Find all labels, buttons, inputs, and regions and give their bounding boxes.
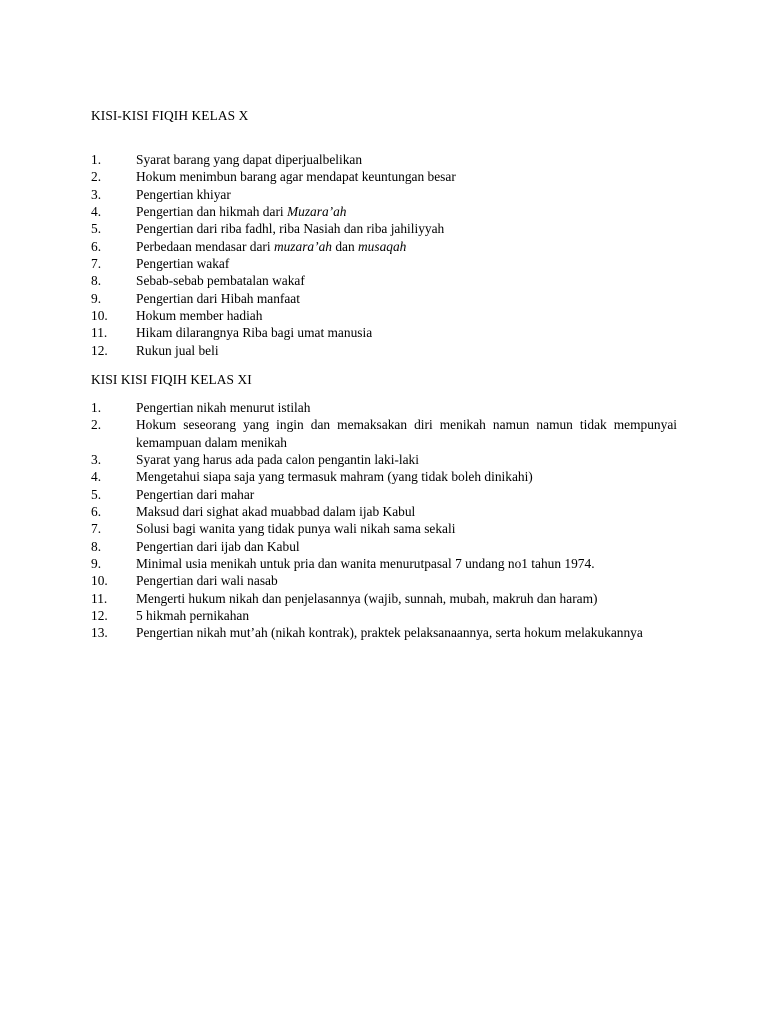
- section-x-list: [91, 151, 677, 359]
- list-number: 3.: [91, 452, 102, 468]
- list-text: Hokum menimbun barang agar mendapat keuntungan besar: [136, 169, 456, 185]
- section-xi-title: KISI KISI FIQIH KELAS XI: [91, 372, 252, 387]
- list-number: 11.: [91, 590, 108, 606]
- list-item: [91, 486, 677, 503]
- list-text: Pengertian dari riba fadhl, riba Nasiah dan riba jahiliyyah: [136, 221, 445, 237]
- list-item: [91, 238, 677, 255]
- list-number: 11.: [91, 325, 108, 341]
- list-item: [91, 399, 677, 416]
- list-number: 4.: [91, 469, 102, 485]
- list-text: Pengertian dari Hibah manfaat: [136, 290, 300, 306]
- list-number: 10.: [91, 573, 108, 589]
- list-text: Hokum member hadiah: [136, 308, 263, 324]
- list-text: Mengetahui siapa saja yang termasuk mahram (yang tidak boleh dinikahi): [136, 469, 533, 485]
- list-text: Sebab-sebab pembatalan wakaf: [136, 273, 305, 289]
- section-xi-list: [91, 399, 677, 642]
- list-item: [91, 451, 677, 468]
- list-text: Pengertian dan hikmah dari: [136, 204, 287, 220]
- list-text: Pengertian nikah menurut istilah: [136, 400, 311, 415]
- list-item: [91, 416, 677, 451]
- list-number: 7.: [91, 521, 102, 537]
- list-text: Perbedaan mendasar dari: [136, 238, 274, 254]
- list-text: Solusi bagi wanita yang tidak punya wali nikah sama sekali: [136, 521, 456, 537]
- list-text: Pengertian dari wali nasab: [136, 573, 278, 589]
- list-text: 5 hikmah pernikahan: [136, 608, 250, 624]
- list-text: Mengerti hukum nikah dan penjelasannya (wajib, sunnah, mubah, makruh dan haram): [136, 590, 598, 606]
- list-text: Pengertian nikah mut’ah (nikah kontrak), praktek pelaksanaannya, serta hokum melakukannya: [136, 625, 643, 641]
- list-text: Pengertian dari ijab dan Kabul: [136, 538, 300, 554]
- list-number: 9.: [91, 556, 102, 572]
- list-number: 6.: [91, 238, 102, 254]
- list-text: Hikam dilarangnya Riba bagi umat manusia: [136, 325, 373, 341]
- list-item: [91, 324, 677, 341]
- list-item: [91, 607, 677, 624]
- list-text: dan: [331, 238, 358, 254]
- list-number: 1.: [91, 152, 102, 167]
- section-x-title: KISI-KISI FIQIH KELAS X: [91, 108, 249, 123]
- list-item: [91, 572, 677, 589]
- list-number: 4.: [91, 204, 102, 220]
- list-item: [91, 503, 677, 520]
- list-item: [91, 255, 677, 272]
- list-item: [91, 168, 677, 185]
- list-item: [91, 590, 677, 607]
- list-number: 2.: [91, 417, 102, 433]
- list-text: Minimal usia menikah untuk pria dan wanita menurutpasal 7 undang no1 tahun 1974.: [136, 556, 595, 572]
- list-text: Maksud dari sighat akad muabbad dalam ijab Kabul: [136, 504, 416, 520]
- list-item: [91, 468, 677, 485]
- list-item: [91, 307, 677, 324]
- list-number: 7.: [91, 256, 102, 272]
- list-number: 9.: [91, 290, 102, 306]
- list-text: Rukun jual beli: [136, 342, 219, 358]
- list-item: [91, 538, 677, 555]
- list-item: [91, 220, 677, 237]
- list-text-italic: muzara’ah: [273, 238, 332, 254]
- list-text: Syarat barang yang dapat diperjualbelikan: [136, 152, 363, 167]
- list-number: 12.: [91, 342, 108, 358]
- list-number: 12.: [91, 608, 108, 624]
- list-number: 13.: [91, 625, 108, 641]
- list-number: 8.: [91, 273, 102, 289]
- list-item: [91, 290, 677, 307]
- list-text: Pengertian dari mahar: [136, 486, 255, 502]
- list-item: [91, 186, 677, 203]
- list-number: 8.: [91, 538, 102, 554]
- list-number: 10.: [91, 308, 108, 324]
- list-item: [91, 272, 677, 289]
- list-item: [91, 555, 677, 572]
- list-number: 1.: [91, 400, 102, 415]
- list-number: 5.: [91, 486, 102, 502]
- list-item: [91, 342, 677, 359]
- list-text-italic: musaqah: [358, 238, 407, 254]
- list-item: [91, 203, 677, 220]
- list-text: Hokum seseorang yang ingin dan memaksakan diri menikah namun namun tidak mempunyai kemampuan dalam menikah: [136, 417, 677, 450]
- list-item: [91, 520, 677, 537]
- list-number: 5.: [91, 221, 102, 237]
- list-item: [91, 624, 677, 641]
- list-text: Syarat yang harus ada pada calon pengantin laki-laki: [136, 452, 419, 468]
- list-number: 6.: [91, 504, 102, 520]
- list-item: [91, 151, 677, 168]
- list-number: 2.: [91, 169, 102, 185]
- list-text: Pengertian wakaf: [136, 256, 230, 272]
- list-text: Pengertian khiyar: [136, 186, 231, 202]
- list-number: 3.: [91, 186, 102, 202]
- list-text-italic: Muzara’ah: [286, 204, 347, 220]
